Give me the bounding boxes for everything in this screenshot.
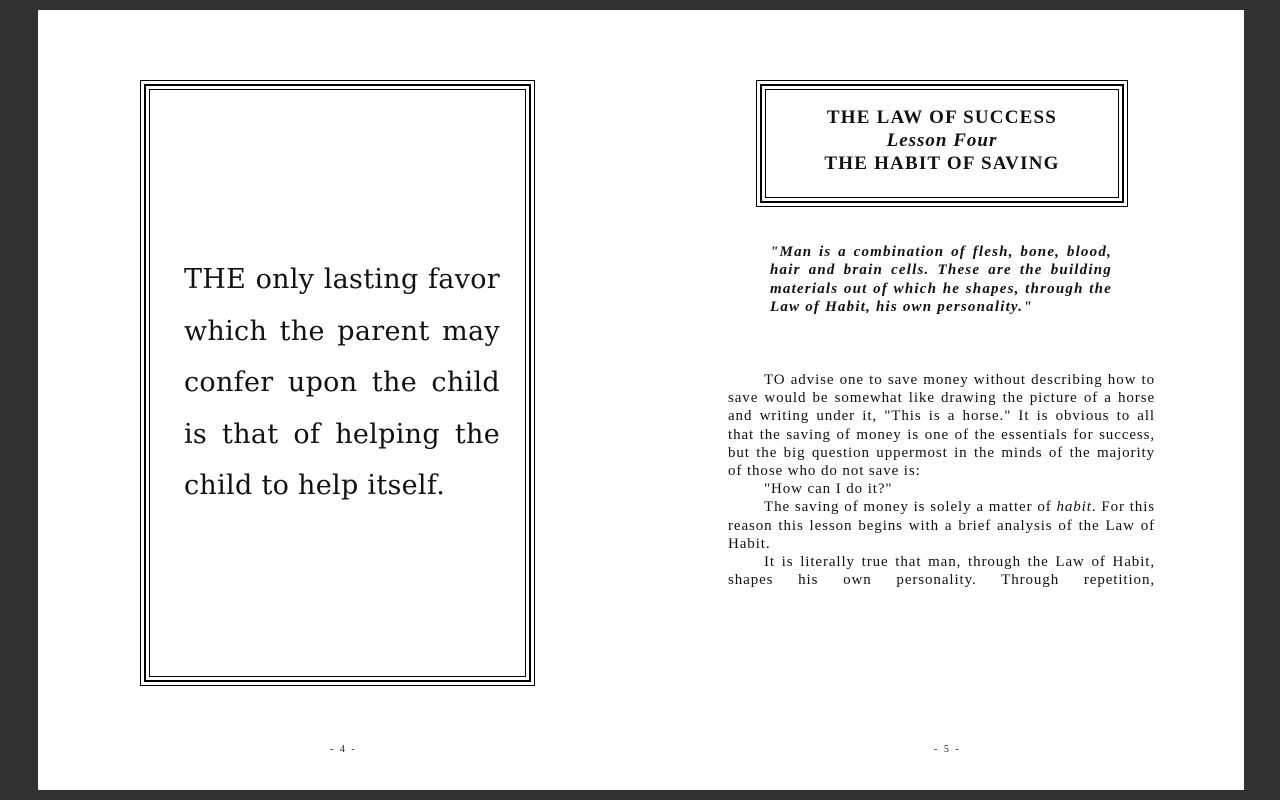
- favor-text: THE only lasting favor which the parent may confer upon the child is that of helping the child to help itself.: [184, 264, 500, 501]
- paragraph-3: [728, 498, 1155, 553]
- chapter-header-frame: [756, 80, 1128, 207]
- book-title: THE LAW OF SUCCESS: [826, 107, 1058, 128]
- paragraph-3-text-end: . For this reason this lesson begins with a brief analysis of the Law of Habit.: [728, 499, 1155, 552]
- header-frame-middle-border: [760, 84, 1124, 203]
- header-frame-inner-border: [765, 89, 1119, 198]
- paragraph-4: It is literally true that man, through the Law of Habit, shapes his own personality. Through repetition,: [728, 554, 1155, 589]
- body-text: [728, 371, 1155, 589]
- lesson-label: Lesson Four: [886, 130, 998, 151]
- paragraph-1: TO advise one to save money without describing how to save would be somewhat like drawing the picture of a horse and writing under it, "This is a horse." It is obvious to all that the saving of money is one of the essentials for success, but the big question uppermost in the minds of the majority of those who do not save is:: [728, 372, 1155, 480]
- epigraph-quote: "Man is a combination of flesh, bone, blood, hair and brain cells. These are the building materials out of which he shapes, through the Law of Habit, his own personality.": [770, 244, 1112, 315]
- page-number-right: - 5 -: [934, 744, 961, 755]
- habit-emphasis: habit: [1056, 499, 1092, 516]
- favor-text-frame: [140, 80, 535, 686]
- chapter-title: THE HABIT OF SAVING: [824, 153, 1060, 174]
- paragraph-2: "How can I do it?": [764, 481, 893, 498]
- favor-frame-inner-border: [149, 89, 526, 677]
- paragraph-3-text-start: The saving of money is solely a matter of: [764, 499, 1057, 516]
- page-spread[interactable]: [38, 10, 1244, 790]
- favor-frame-middle-border: [144, 84, 531, 682]
- page-number-left: - 4 -: [330, 744, 357, 755]
